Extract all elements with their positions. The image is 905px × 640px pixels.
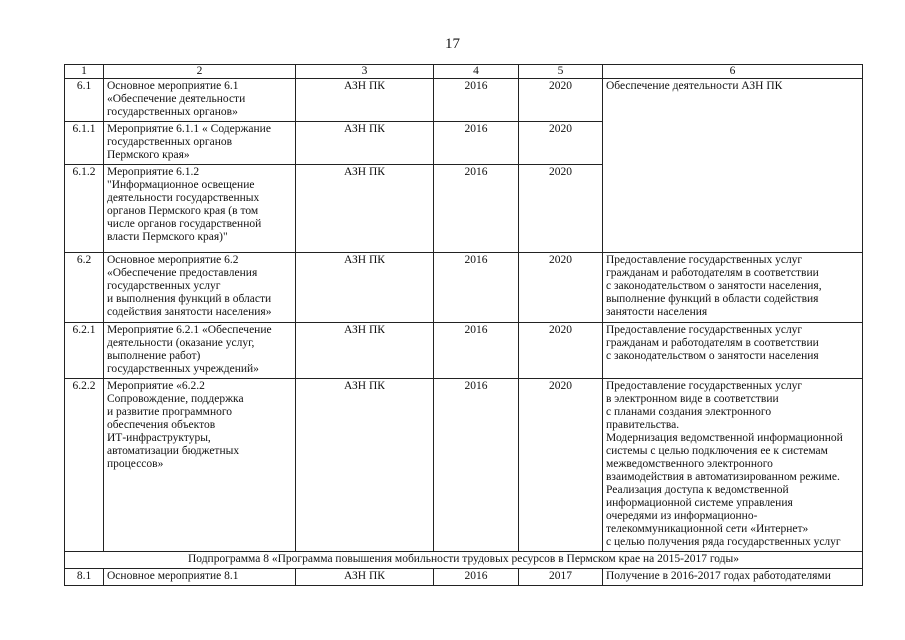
start-year: 2016 [434, 323, 519, 379]
table-row [65, 79, 863, 122]
expected-result: Предоставление государственных услуг гражданам и работодателям в соответствии с законодательством о занятости населения [603, 323, 863, 379]
activity-name: Основное мероприятие 8.1 [104, 569, 296, 586]
executor: АЗН ПК [296, 379, 434, 552]
table-row [65, 379, 863, 552]
expected-result: Предоставление государственных услуг гражданам и работодателям в соответствии с законодательством о занятости населения, выполнение функций в области содействия занятости населения [603, 253, 863, 323]
end-year: 2020 [519, 165, 603, 253]
start-year: 2016 [434, 379, 519, 552]
header-cell: 2 [104, 65, 296, 79]
row-number: 6.1.2 [65, 165, 104, 253]
expected-result: Предоставление государственных услуг в электронном виде в соответствии с планами создания электронного правительства. Модернизация ведомственной информационной системы с целью подключения ее к системам межведомственного электронного взаимодействия в автоматизированном режиме. Реализация доступа к ведомственной информационной системе управления очередями из информационно- телекоммуникационной сети «Интернет» с целью получения ряда государственных услуг [603, 379, 863, 552]
table-row [65, 569, 863, 586]
activity-name: Мероприятие 6.1.1 « Содержание государственных органов Пермского края» [104, 122, 296, 165]
table-row [65, 323, 863, 379]
header-row [65, 65, 863, 79]
start-year: 2016 [434, 569, 519, 586]
row-number: 6.2.2 [65, 379, 104, 552]
end-year: 2017 [519, 569, 603, 586]
start-year: 2016 [434, 79, 519, 122]
activity-name: Мероприятие 6.1.2 "Информационное освещение деятельности государственных органов Пермского края (в том числе органов государственной власти Пермского края)" [104, 165, 296, 253]
table-row [65, 253, 863, 323]
header-cell: 3 [296, 65, 434, 79]
executor: АЗН ПК [296, 79, 434, 122]
activity-name: Основное мероприятие 6.2 «Обеспечение предоставления государственных услуг и выполнения функций в области содействия занятости населения» [104, 253, 296, 323]
expected-result: Обеспечение деятельности АЗН ПК [603, 79, 863, 253]
end-year: 2020 [519, 122, 603, 165]
subprogram-row [65, 552, 863, 569]
executor: АЗН ПК [296, 122, 434, 165]
executor: АЗН ПК [296, 165, 434, 253]
end-year: 2020 [519, 253, 603, 323]
executor: АЗН ПК [296, 253, 434, 323]
program-table [64, 64, 863, 586]
activity-name: Мероприятие 6.2.1 «Обеспечение деятельности (оказание услуг, выполнение работ) государственных учреждений» [104, 323, 296, 379]
executor: АЗН ПК [296, 569, 434, 586]
end-year: 2020 [519, 79, 603, 122]
row-number: 8.1 [65, 569, 104, 586]
header-cell: 6 [603, 65, 863, 79]
end-year: 2020 [519, 323, 603, 379]
activity-name: Основное мероприятие 6.1 «Обеспечение деятельности государственных органов» [104, 79, 296, 122]
end-year: 2020 [519, 379, 603, 552]
start-year: 2016 [434, 165, 519, 253]
activity-name: Мероприятие «6.2.2 Сопровождение, поддержка и развитие программного обеспечения объектов ИТ-инфраструктуры, автоматизации бюджетных процессов» [104, 379, 296, 552]
row-number: 6.2 [65, 253, 104, 323]
header-cell: 1 [65, 65, 104, 79]
row-number: 6.1 [65, 79, 104, 122]
subprogram-title: Подпрограмма 8 «Программа повышения мобильности трудовых ресурсов в Пермском крае на 2015-2017 годы» [65, 552, 863, 569]
expected-result: Получение в 2016-2017 годах работодателями [603, 569, 863, 586]
row-number: 6.2.1 [65, 323, 104, 379]
header-cell: 4 [434, 65, 519, 79]
header-cell: 5 [519, 65, 603, 79]
start-year: 2016 [434, 122, 519, 165]
page-number: 17 [445, 36, 460, 52]
row-number: 6.1.1 [65, 122, 104, 165]
executor: АЗН ПК [296, 323, 434, 379]
start-year: 2016 [434, 253, 519, 323]
